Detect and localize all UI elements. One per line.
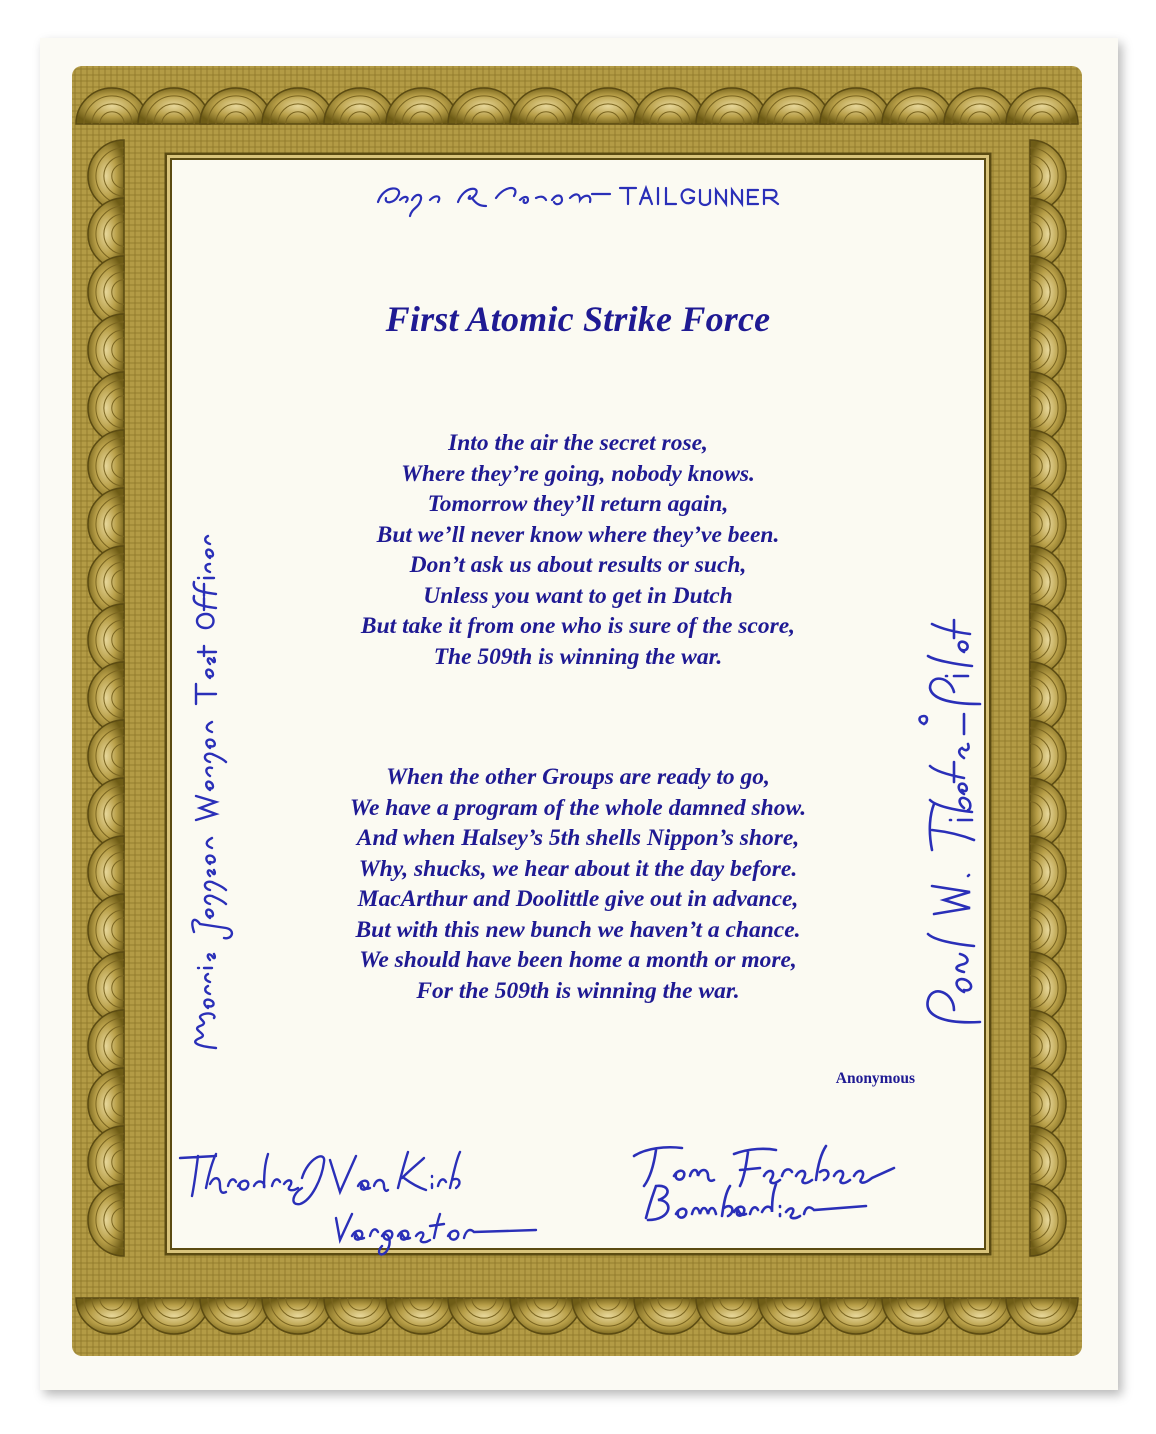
poem-line: But take it from one who is sure of the score, (360, 613, 796, 639)
poem-line: And when Halsey’s 5th shells Nippon’s shore, (356, 825, 800, 851)
poem-author: Anonymous (835, 1070, 915, 1087)
poem-line: Unless you want to get in Dutch (423, 582, 733, 609)
poem-line: But we’ll never know where they’ve been. (376, 521, 780, 548)
poem-line: We should have been home a month or more, (359, 947, 797, 973)
poem-line: When the other Groups are ready to go, (386, 764, 770, 790)
poem-line: Tomorrow they’ll return again, (427, 491, 729, 517)
document-title: First Atomic Strike Force (385, 299, 771, 339)
poem-stanza-2 (172, 762, 984, 1006)
poem-line: Into the air the secret rose, (448, 430, 708, 456)
poem-stanza-1 (172, 428, 984, 672)
poem-line: Why, shucks, we hear about it the day before. (358, 855, 798, 882)
poem-line: Where they’re going, nobody knows. (401, 460, 755, 487)
poem-line: For the 509th is winning the war. (416, 977, 740, 1004)
poem-line: The 509th is winning the war. (433, 643, 723, 670)
poem-line: Don’t ask us about results or such, (409, 552, 747, 578)
poem-line: MacArthur and Doolittle give out in advance, (357, 886, 799, 912)
poem-line: But with this new bunch we haven’t a chance. (355, 916, 801, 943)
poem-line: We have a program of the whole damned show. (349, 794, 807, 821)
